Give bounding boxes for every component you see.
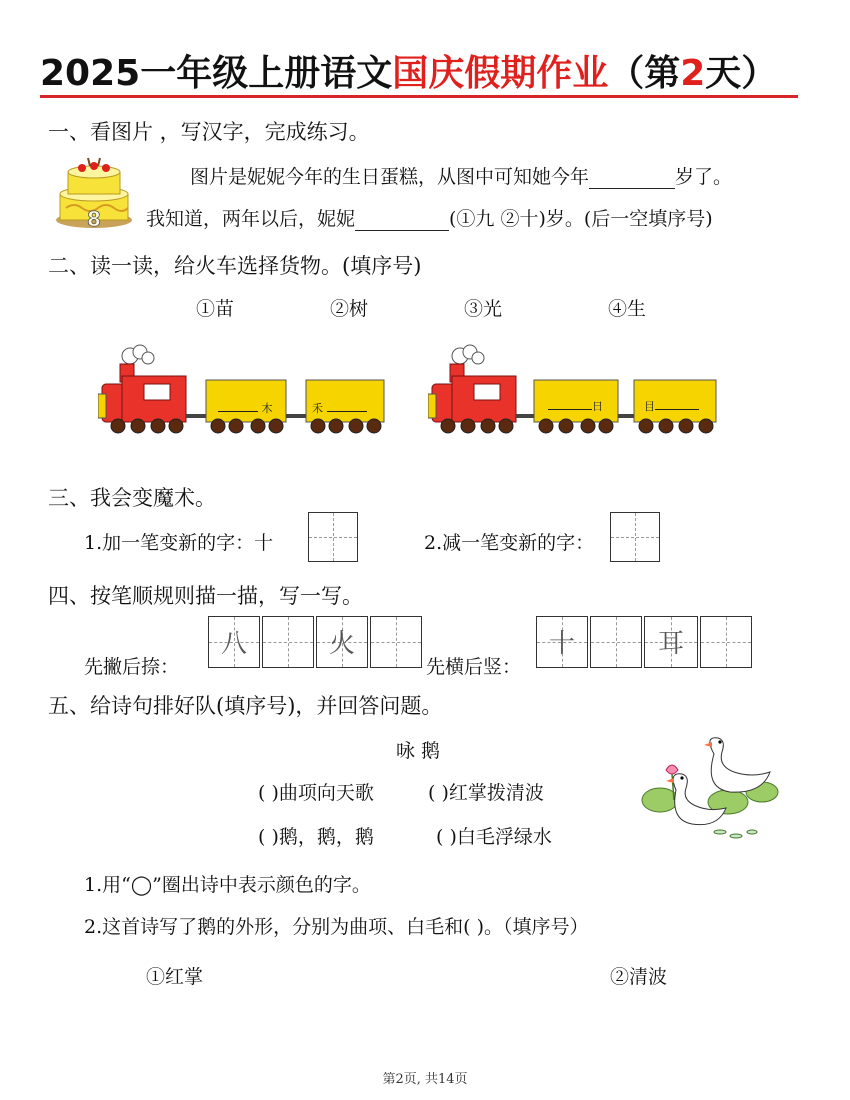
train2-wagon1-char: 日 <box>592 400 603 413</box>
answer-option-2[interactable]: ②清波 <box>610 966 668 988</box>
train1-wagon2[interactable] <box>312 400 367 416</box>
option-3: ③光 <box>464 298 503 320</box>
age-blank[interactable] <box>589 168 675 189</box>
question-1: 1.用“◯”圈出诗中表示颜色的字。 <box>84 874 371 896</box>
section1-heading: 一、看图片 ，写汉字，完成练习。 <box>48 120 370 144</box>
option-4: ④生 <box>608 298 647 320</box>
section3-heading: 三、我会变魔术。 <box>48 486 216 510</box>
rule2-label: 先横后竖： <box>426 656 522 678</box>
poem-line-b1[interactable]: ( )鹅，鹅，鹅 <box>258 826 374 848</box>
future-age-blank[interactable] <box>355 210 449 231</box>
train2-wagon2-char: 目 <box>644 400 655 413</box>
section1-line2-text: 我知道，两年以后，妮妮 <box>146 208 356 230</box>
section1-line2 <box>146 204 713 231</box>
poem-line-a2[interactable]: ( )红掌拨清波 <box>428 782 544 804</box>
title-homework-text: 国庆假期作业 <box>392 53 609 94</box>
page-title <box>40 48 777 100</box>
section5-heading: 五、给诗句排好队(填序号)，并回答问题。 <box>48 694 443 718</box>
write-box-shi[interactable] <box>536 616 588 668</box>
birthday-cake-icon <box>52 150 136 232</box>
train1-wagon1[interactable] <box>218 400 273 416</box>
magic-q1-label: 1.加一笔变新的字：十 <box>84 532 274 554</box>
train-2-icon <box>428 342 728 442</box>
section1-line2-end: (①九 ②十)岁。(后一空填序号) <box>449 208 713 230</box>
poem-line-a1[interactable]: ( )曲项向天歌 <box>258 782 374 804</box>
rule1-label: 先撇后捺： <box>84 656 180 678</box>
section4-heading: 四、按笔顺规则描一描，写一写。 <box>48 584 363 608</box>
write-box-shi-practice[interactable] <box>590 616 642 668</box>
question-2: 2.这首诗写了鹅的外形，分别为曲项、白毛和( )。（填序号） <box>84 916 589 938</box>
train-1 <box>98 342 398 442</box>
cake-number-label: 8 <box>87 207 101 231</box>
trace-char-er: 耳 <box>657 629 684 659</box>
title-day-prefix: （第 <box>608 53 681 94</box>
write-box-huo[interactable] <box>316 616 368 668</box>
section2-heading: 二、读一读，给火车选择货物。(填序号) <box>48 254 422 278</box>
section1-line1-text: 图片是妮妮今年的生日蛋糕，从图中可知她今年 <box>190 166 590 188</box>
title-rule <box>40 95 798 98</box>
train1-wagon1-char: 木 <box>261 402 273 415</box>
trace-char-huo: 火 <box>328 629 355 659</box>
option-2: ②树 <box>330 298 369 320</box>
section1-line1-end: 岁了。 <box>675 166 733 188</box>
goose-illustration-icon <box>636 734 782 846</box>
page-footer: 第2页, 共14页 <box>382 1072 468 1087</box>
trace-char-shi: 十 <box>548 629 575 659</box>
answer-option-1[interactable]: ①红掌 <box>146 966 204 988</box>
option-1: ①苗 <box>196 298 235 320</box>
write-box-ba[interactable] <box>208 616 260 668</box>
train-1-icon <box>98 342 398 442</box>
train2-wagon2[interactable] <box>644 398 699 414</box>
magic-q1-box[interactable] <box>308 512 358 562</box>
train1-wagon2-char: 禾 <box>312 402 323 415</box>
magic-q2-box[interactable] <box>610 512 660 562</box>
train2-wagon1[interactable] <box>548 398 603 414</box>
write-box-er-practice[interactable] <box>700 616 752 668</box>
title-day-number: 2 <box>680 53 706 94</box>
section1-line1 <box>190 162 732 189</box>
title-day-suffix: 天） <box>705 53 778 94</box>
write-box-huo-practice[interactable] <box>370 616 422 668</box>
write-box-er[interactable] <box>644 616 698 668</box>
write-box-ba-practice[interactable] <box>262 616 314 668</box>
poem-title: 咏 鹅 <box>396 740 441 762</box>
train-2 <box>428 342 728 442</box>
title-grade-text: 2025一年级上册语文 <box>40 53 393 94</box>
poem-line-b2[interactable]: ( )白毛浮绿水 <box>436 826 552 848</box>
magic-q2-label: 2.减一笔变新的字： <box>424 532 595 554</box>
trace-char-ba: 八 <box>220 629 247 659</box>
